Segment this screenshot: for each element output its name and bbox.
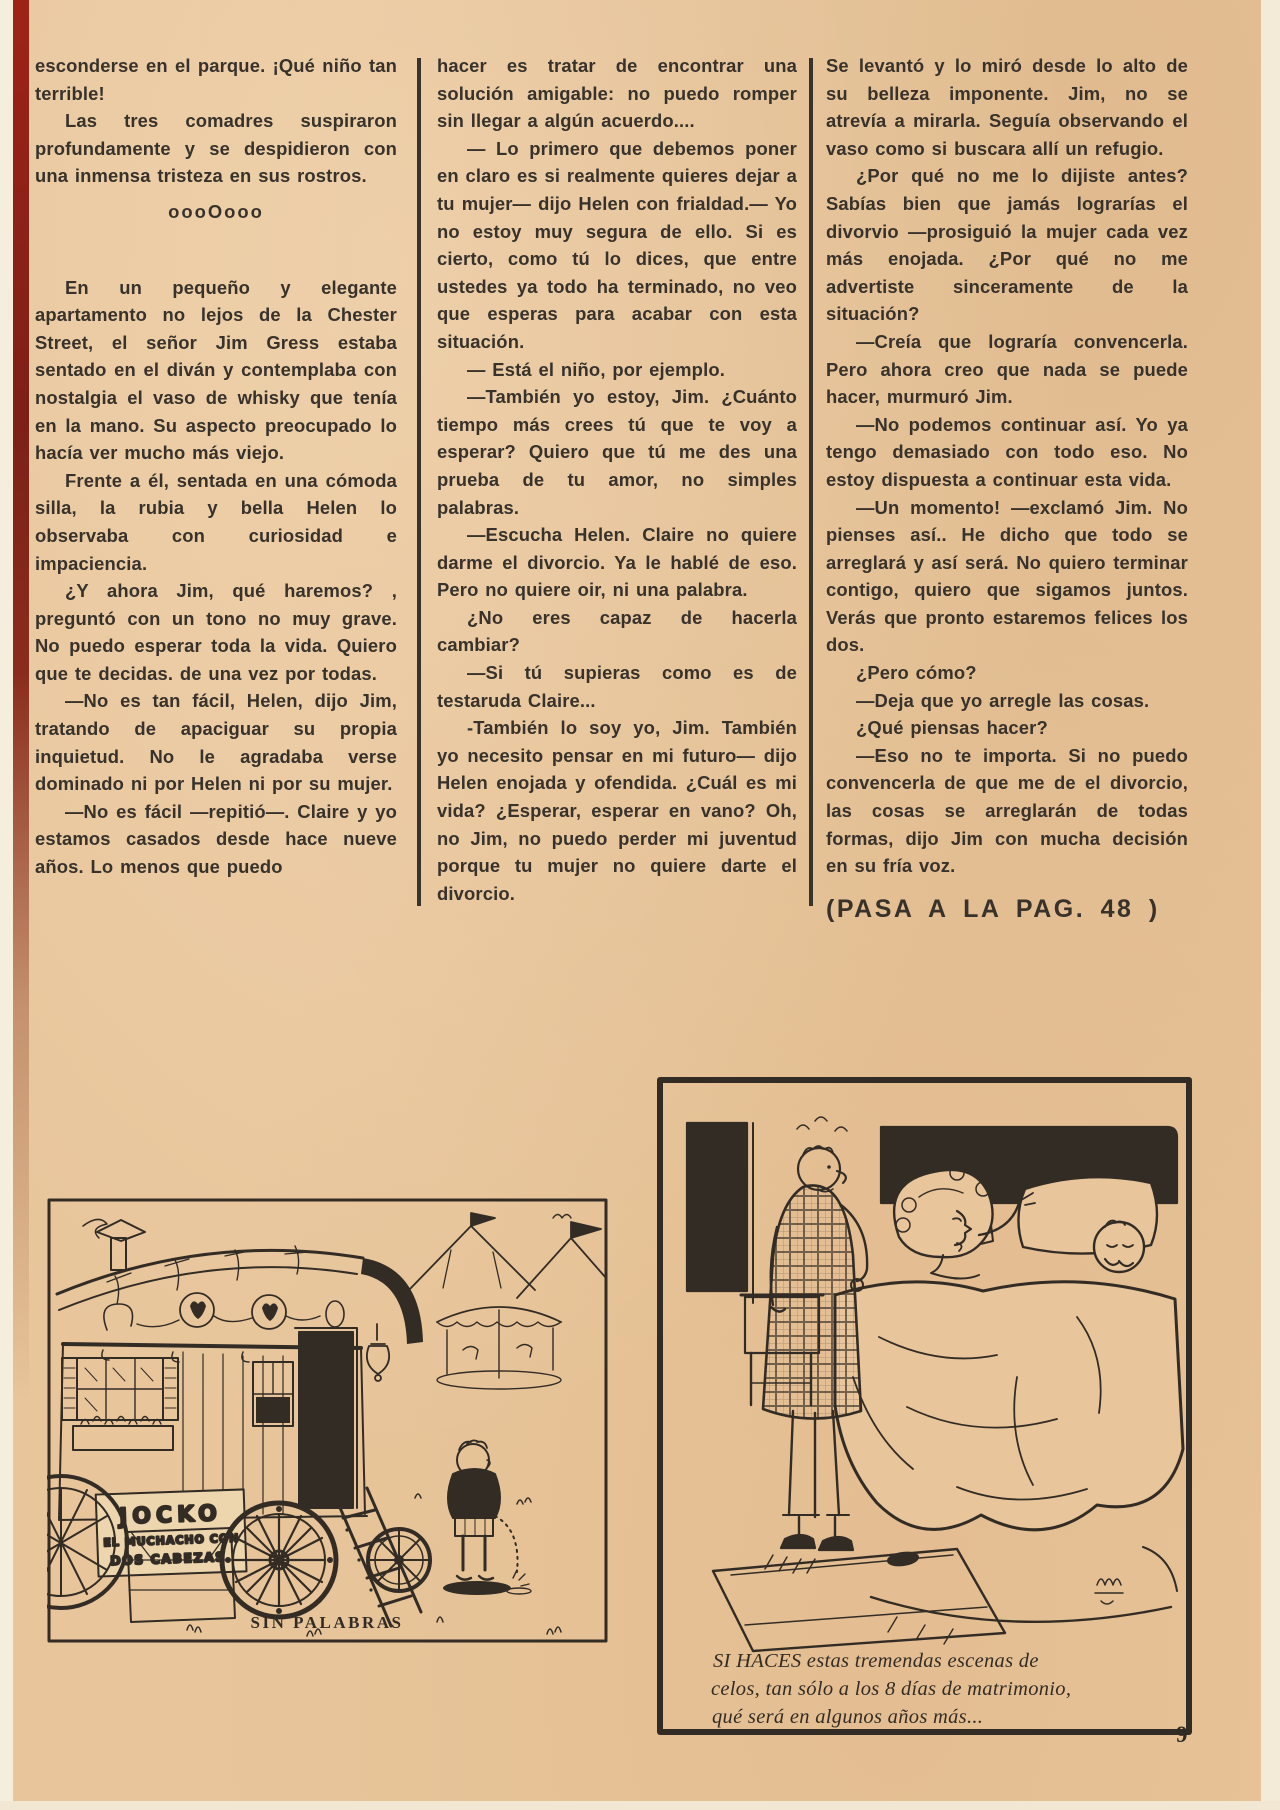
paragraph: —Si tú supieras como es de testaruda Claire... <box>437 662 797 711</box>
chimney-pipe <box>111 1238 126 1270</box>
paragraph: — Lo primero que debemos poner en claro es si realmente quieres dejar a tu mujer— dijo Helen con frialdad.— Yo no estoy muy segura de ello. Si es cierto, como tú lo dices, que entre ustedes ya todo ha terminado, no veo que esperas para acabar con esta situación. <box>437 137 797 352</box>
text-column-3 <box>826 52 1188 924</box>
bedroom-scene-illustration <box>657 1077 1192 1735</box>
paragraph: —Deja que yo arregle las cosas. <box>856 689 1150 711</box>
cartoon-panel-bedroom-scene <box>657 1077 1192 1735</box>
paragraph: ¿No eres capaz de hacerla cambiar? <box>437 606 797 656</box>
cartoon-panel-gypsy-wagon <box>47 1198 608 1645</box>
page-left-margin <box>0 0 13 1810</box>
paragraph: Las tres comadres suspiraron profundamente y se despidieron con una inmensa tristeza en sus rostros. <box>35 110 397 187</box>
cartoon-caption-line-3: qué será en algunos años más... <box>712 1706 984 1728</box>
paragraph: Frente a él, sentada en una cómoda silla, la rubia y bella Helen lo observaba con curiosidad e impaciencia. <box>35 469 397 574</box>
section-separator: oooOooo <box>168 200 264 222</box>
paragraph: ¿Pero cómo? <box>856 662 977 684</box>
page-right-margin <box>1261 0 1280 1810</box>
dropped-shoe <box>887 1551 918 1567</box>
sign-title: JOCKO <box>118 1501 223 1530</box>
sleeping-husband <box>1094 1221 1144 1272</box>
rug <box>713 1549 1005 1651</box>
flower-box <box>73 1417 173 1451</box>
cartoon-linework <box>660 1080 1189 1732</box>
shadow <box>443 1581 511 1595</box>
slipper <box>819 1537 853 1550</box>
cartoon-caption-line-2: celos, tan sólo a los 8 días de matrimonio, <box>711 1678 1072 1700</box>
paragraph: —También yo estoy, Jim. ¿Cuánto tiempo más crees tú que te voy a esperar? Quiero que tú me des una prueba de tu amor, no simples palabras. <box>437 386 797 518</box>
paragraph: —Eso no te importa. Si no puedo convencerla de que me de el divorcio, las cosas se arreglarán de todas formas, dijo Jim con mucha decisión en su fría voz. <box>826 744 1188 877</box>
paragraph: Se levantó y lo miró desde lo alto de su belleza imponente. Jim, no se atrevía a mirarla. Seguía observando el vaso como si buscara allí un refugio. <box>826 55 1188 159</box>
paragraph: —No podemos continuar así. Yo ya tengo demasiado con todo eso. No estoy dispuesta a continuar esta vida. <box>826 413 1188 490</box>
page-bottom-margin <box>0 1801 1280 1810</box>
cartoon-caption: SIN PALABRAS <box>250 1613 404 1632</box>
paragraph: hacer es tratar de encontrar una solución amigable: no puedo romper sin llegar a algún acuerdo.... <box>437 55 797 132</box>
column-divider-1 <box>417 58 421 906</box>
paragraph: —No es fácil —repitió—. Claire y yo estamos casados desde hace nueve años. Lo menos que puedo <box>35 800 397 878</box>
window-with-shutters <box>62 1358 178 1420</box>
text-column-2 <box>437 52 797 924</box>
gypsy-wagon-illustration <box>47 1198 608 1645</box>
bird-icon <box>553 1215 571 1219</box>
paragraph: ¿Qué piensas hacer? <box>856 717 1048 739</box>
standing-husband <box>763 1117 867 1573</box>
continued-on-page-note: (PASA A LA PAG. 48 ) <box>826 894 1160 923</box>
sign-subtitle-2: DOS CABEZAS <box>110 1549 226 1569</box>
paragraph: -También lo soy yo, Jim. También yo necesito pensar en mi futuro— dijo Helen enojada y ofendida. ¿Cuál es mi vida? ¿Esperar, esperar en vano? Oh, no Jim, no puedo perder mi juventud porque tu mujer no quiere darte el divorcio. <box>437 717 797 904</box>
boy-peeing <box>443 1440 531 1595</box>
paragraph: —Un momento! —exclamó Jim. No pienses así.. He dicho que todo se arreglará y así será. No quiero terminar contigo, quiero que sigamos juntos. Verás que pronto estaremos felices los dos. <box>826 496 1188 656</box>
cartoon-caption-line-1: SI HACES estas tremendas escenas de <box>713 1650 1039 1672</box>
paragraph: — Está el niño, por ejemplo. <box>467 358 725 380</box>
wagon <box>47 1219 430 1626</box>
sign-subtitle-1: EL MUCHACHO CON <box>103 1531 240 1550</box>
page-number: 9 <box>1176 1722 1188 1747</box>
blanket <box>835 1282 1183 1644</box>
lantern-icon <box>367 1324 389 1381</box>
small-window <box>253 1362 293 1426</box>
slipper <box>781 1535 815 1548</box>
dark-door <box>687 1123 747 1291</box>
page-left-red-binding-strip <box>13 0 29 1400</box>
paragraph: —No es tan fácil, Helen, dijo Jim, tratando de apaciguar su propia inquietud. No le agradaba verse dominado ni por Helen ni por su mujer. <box>35 690 397 795</box>
dark-doorway <box>299 1332 353 1508</box>
pee-arc <box>495 1516 518 1572</box>
paragraph: ¿Y ahora Jim, qué haremos? , preguntó con un tono no muy grave. No puedo esperar toda la vida. Quiero que te decidas. de una vez por todas. <box>35 580 397 684</box>
paragraph: En un pequeño y elegante apartamento no lejos de la Chester Street, el señor Jim Gress estaba sentado en el diván y contemplaba con nostalgia el vaso de whisky que tenía en la mano. Su aspecto preocupado lo hacía ver mucho más viejo. <box>35 276 397 464</box>
cartoon-linework <box>47 1200 606 1641</box>
text-column-1 <box>35 52 397 924</box>
paragraph: esconderse en el parque. ¡Qué niño tan terrible! <box>35 55 397 104</box>
paragraph: —Escucha Helen. Claire no quiere darme el divorcio. Ya le hablé de eso. Pero no quiere oir, ni una palabra. <box>437 524 797 601</box>
rear-wheel <box>222 1503 336 1617</box>
paragraph: ¿Por qué no me lo dijiste antes? Sabías bien que jamás lograrías el divorvio —prosiguió la mujer cada vez más enojada. ¿Por qué no me advertiste sinceramente de la situación? <box>826 165 1188 325</box>
motion-lines <box>797 1117 847 1131</box>
column-divider-2 <box>809 58 813 906</box>
dark-shirt <box>448 1469 500 1518</box>
roof-arch-end <box>361 1258 423 1344</box>
paragraph: —Creía que lograría convencerla. Pero ahora creo que nada se puede hacer, murmuró Jim. <box>826 330 1188 408</box>
fair-background <box>409 1213 606 1389</box>
plaid-nightshirt <box>763 1185 861 1418</box>
artist-signature <box>1095 1579 1123 1604</box>
